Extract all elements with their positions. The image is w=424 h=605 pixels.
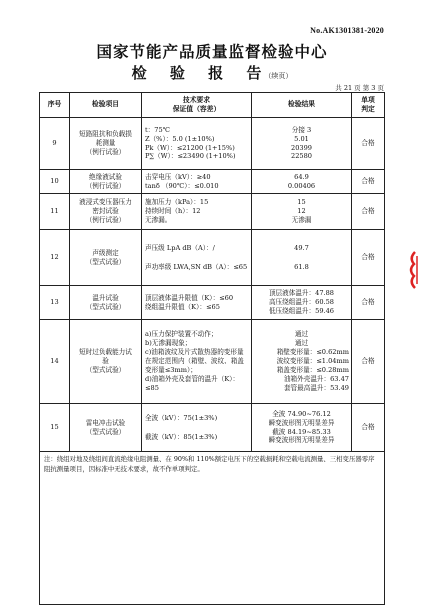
req-line: 截波（kV）：85(1±3%) (145, 432, 218, 441)
table-row (40, 170, 385, 194)
row-result (252, 320, 352, 404)
row-seq: 12 (40, 230, 70, 286)
row-seq: 10 (40, 170, 70, 194)
table-row (40, 286, 385, 320)
header-item: 检验项目 (70, 93, 142, 118)
row-item (70, 404, 142, 452)
item-line: 短路阻抗和负载损 (79, 130, 132, 139)
row-verdict: 合格 (352, 170, 385, 194)
result-line: 波纹变形量：≤1.04mm (276, 357, 349, 366)
note-row (40, 452, 385, 605)
result-line: 无渗漏 (291, 215, 312, 224)
result-line: 全波 74.90~76.12 (272, 409, 331, 418)
req-line: d)油箱外壳及套管的温升（K）： (145, 374, 240, 383)
row-requirement (142, 194, 252, 230)
result-line: 15 (297, 198, 306, 207)
result-line: 低压绕组温升：59.46 (268, 306, 335, 315)
result-line: 瞬变波形图无明显差异 (268, 436, 335, 445)
item-line: 验 (102, 357, 109, 366)
item-line: （例行试验） (85, 181, 126, 190)
header-req-line2: 保证值（容差） (172, 105, 221, 113)
item-line: 耗测量 (95, 139, 116, 148)
item-line: 雷电冲击试验 (85, 418, 126, 427)
row-item (70, 286, 142, 320)
row-seq: 13 (40, 286, 70, 320)
req-line: 在规定范围内（箱壁、波纹、箱盖 (145, 357, 244, 366)
row-requirement (142, 286, 252, 320)
item-line: （型式试验） (85, 257, 126, 266)
row-result (252, 404, 352, 452)
table-row (40, 320, 385, 404)
row-requirement (142, 404, 252, 452)
report-title: 国家节能产品质量监督检验中心 (96, 42, 328, 61)
req-line: t：75℃ (145, 125, 171, 134)
row-result (252, 194, 352, 230)
report-subtitle (0, 62, 424, 83)
req-line: 持续时间（h）：12 (145, 207, 201, 216)
result-line: 箱盖变形量：≤0.28mm (276, 365, 349, 374)
result-line: 64.9 (294, 172, 309, 181)
row-verdict: 合格 (352, 194, 385, 230)
req-line: a)压力保护装置不动作； (145, 330, 218, 339)
row-result (252, 286, 352, 320)
row-verdict: 合格 (352, 118, 385, 170)
row-seq: 15 (40, 404, 70, 452)
req-line: Pk（W）：≤21200 (1+15%) (145, 143, 235, 152)
item-line: （型式试验） (85, 302, 126, 311)
item-line: 温升试验 (92, 293, 119, 302)
item-line: 液浸式变压器压力 (79, 198, 132, 207)
table-row (40, 118, 385, 170)
result-line: 0.00406 (287, 181, 316, 190)
req-line: ≤85 (145, 383, 159, 392)
header-verdict-line1: 单项 (361, 95, 375, 104)
header-req-line1: 技术要求 (182, 95, 211, 104)
result-line: 5.01 (294, 134, 309, 143)
row-item (70, 118, 142, 170)
item-line: （例行试验） (85, 147, 126, 156)
item-line: 绝缘液试验 (89, 172, 122, 181)
row-verdict: 合格 (352, 320, 385, 404)
row-item (70, 230, 142, 286)
item-line: 短时过负载能力试 (79, 348, 132, 357)
result-line: 箱壁变形量：≤0.62mm (276, 348, 349, 357)
row-requirement (142, 118, 252, 170)
row-verdict: 合格 (352, 404, 385, 452)
result-line: 油箱外壳温升：63.47 (283, 374, 349, 383)
header-verdict (352, 93, 385, 118)
item-line: （例行试验） (85, 215, 126, 224)
item-line: （型式试验） (85, 365, 126, 374)
result-line: 顶层液体温升：47.88 (268, 289, 335, 298)
req-line: 顶层液体温升限值（K）：≤60 (145, 293, 234, 302)
row-result (252, 230, 352, 286)
req-line: 无渗漏。 (145, 215, 172, 224)
header-verdict-line2: 判定 (361, 105, 375, 113)
row-seq: 11 (40, 194, 70, 230)
result-line: 分接 3 (291, 125, 312, 134)
inspection-table (39, 92, 385, 605)
row-requirement (142, 230, 252, 286)
table-row (40, 194, 385, 230)
req-line: tanδ （90℃）：≤0.010 (145, 181, 219, 190)
req-line: b)无渗漏现象； (145, 339, 192, 348)
row-result (252, 118, 352, 170)
result-line: 通过 (294, 339, 309, 348)
stamp-edge-icon (405, 250, 419, 290)
table-row (40, 404, 385, 452)
continued-label: （续页） (264, 72, 293, 80)
header-seq: 序号 (40, 93, 70, 118)
row-item (70, 170, 142, 194)
req-line: 绕组温升限值（K）：≤65 (145, 302, 220, 311)
result-line: 12 (297, 207, 306, 216)
result-line: 截波 84.19~85.33 (272, 427, 331, 436)
req-line: c)油箱波纹及片式散热器的变形量 (145, 348, 244, 357)
header-result: 检验结果 (252, 93, 352, 118)
req-line: 击穿电压（kV）：≥40 (145, 172, 211, 181)
result-line: 套管最高温升：53.49 (283, 383, 349, 392)
note-text: 注：绕组对地及绕组间直流绝缘电阻测量、在 90%和 110%额定电压下的空载损耗和空载电流测量、三相变压器零序阻抗测量项目，因标准中无技术要求，故不作单项判定。 (40, 452, 385, 605)
row-item (70, 194, 142, 230)
result-line: 22580 (291, 152, 312, 161)
req-line: 全波（kV）：75(1±3%) (145, 413, 218, 422)
req-line: 声功率级 LWA,SN dB（A）：≤65 (145, 262, 248, 271)
row-requirement (142, 320, 252, 404)
page-info: 共 21 页 第 3 页 (335, 84, 384, 92)
table-header-row (40, 93, 385, 118)
result-line: 49.7 (294, 243, 309, 252)
req-line: 变形量≤3mm）； (145, 365, 197, 374)
document-number: No.AK1301381-2020 (310, 26, 384, 35)
result-line: 通过 (294, 330, 309, 339)
req-line: 施加压力（kPa）：15 (145, 198, 209, 207)
row-item (70, 320, 142, 404)
item-line: 声级测定 (92, 248, 119, 257)
req-line: Z（%）：5.0 (1±10%) (145, 134, 215, 143)
row-requirement (142, 170, 252, 194)
row-seq: 14 (40, 320, 70, 404)
req-line: P∑（W）：≤23490 (1+10%) (145, 152, 236, 161)
item-line: 密封试验 (92, 207, 119, 216)
item-line: （型式试验） (85, 427, 126, 436)
subtitle-text: 检 验 报 告 (131, 64, 271, 82)
row-result (252, 170, 352, 194)
row-verdict: 合格 (352, 230, 385, 286)
header-requirement (142, 93, 252, 118)
row-verdict: 合格 (352, 286, 385, 320)
req-line: 声压级 LpA dB（A）：/ (145, 243, 215, 252)
table-row (40, 230, 385, 286)
result-line: 20399 (291, 143, 312, 152)
result-line: 61.8 (294, 262, 309, 271)
result-line: 瞬变波形图无明显差异 (268, 418, 335, 427)
row-seq: 9 (40, 118, 70, 170)
result-line: 高压绕组温升：60.58 (268, 298, 335, 307)
